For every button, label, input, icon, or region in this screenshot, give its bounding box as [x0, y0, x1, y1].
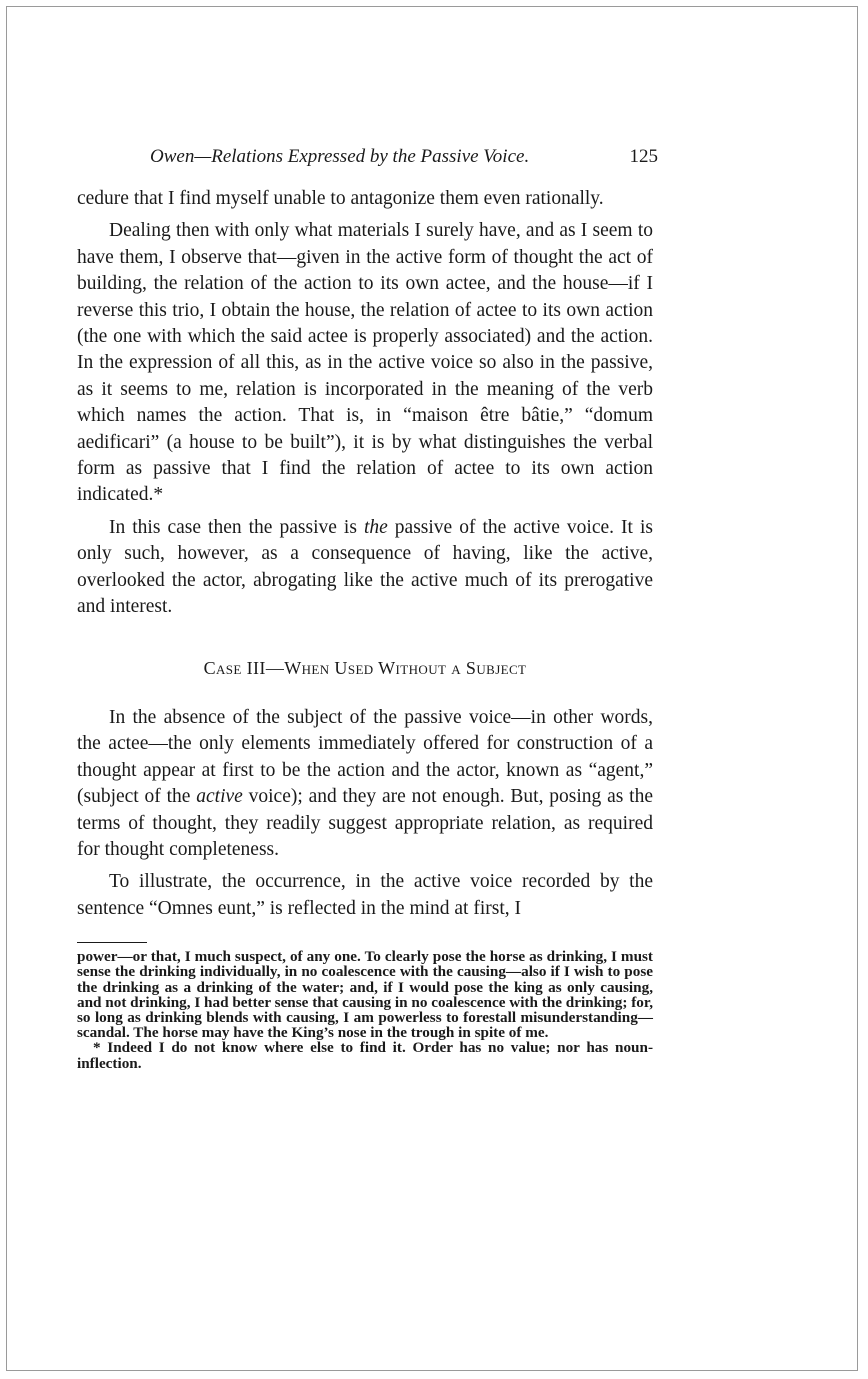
running-head: [150, 146, 658, 168]
running-title: Owen—Relations Expressed by the Passive Voice.: [150, 146, 530, 167]
section-heading: Case III—When Used Without a Subject: [203, 657, 527, 678]
paragraph-passive-case: [77, 515, 653, 621]
paragraph-illustrate: To illustrate, the occurrence, in the active voice recorded by the sentence “Omnes eunt,” is reflected in the mind at first, I: [77, 871, 653, 919]
paragraph-dealing: Dealing then with only what materials I surely have, and as I seem to have them, I observe that—given in the active form of thought the act of building, the relation of the action to its own actee, and the house—if I reverse this trio, I obtain the house, the relation of actee to its own action (the one with which the said actee is properly associated) and the action. In the expression of all this, as in the active voice so also in the passive, as it seems to me, relation is incorporated in the meaning of the verb which names the action. That is, in “maison être bâtie,” “domum aedificari” (a house to be built”), it is by what distinguishes the verbal form as passive that I find the relation of actee to its own action indicated.*: [77, 220, 653, 506]
footnotes: [77, 949, 653, 1071]
paragraph-text: passive of the active voice. It is only such, however, as a consequence of having, like the active, overlooked the actor, abrogating like the active much of its prerogative and interest.: [77, 516, 653, 618]
paragraph-continued: cedure that I find myself unable to antagonize them even rationally.: [77, 188, 604, 209]
page-number: 125: [629, 146, 658, 167]
footnote-star: * Indeed I do not know where else to find it. Order has no value; nor has noun-inflection.: [77, 1039, 653, 1072]
footnote-rule: [77, 942, 147, 943]
paragraph-text: In this case then the passive is: [109, 516, 364, 538]
emphasis-text: the: [363, 516, 388, 538]
emphasis-text: active: [196, 786, 243, 808]
body-text: [77, 186, 653, 1071]
paragraph-text: voice); and they are not enough. But, posing as the terms of thought, they readily suggest appropriate relation, as required for thought completeness.: [77, 786, 653, 860]
paragraph-text: In the absence of the subject of the passive voice—in other words, the actee—the only elements immediately offered for construction of a thought appear at first to be the action and the actor, known as “agent,” (subject of the: [77, 706, 653, 808]
paragraph-absence: [77, 705, 653, 863]
footnote-continued: power—or that, I much suspect, of any one. To clearly pose the horse as drinking, I must sense the drinking individually, in no coalescence with the causing—also if I wish to pose the drinking as a drinking of the water; and, if I would pose the king as only causing, and not drinking, I had better sense that causing in no coalescence with the drinking; for, so long as drinking blends with causing, I am powerless to forestall misunderstanding—scandal. The horse may have the King’s nose in the trough in spite of me.: [77, 948, 653, 1042]
